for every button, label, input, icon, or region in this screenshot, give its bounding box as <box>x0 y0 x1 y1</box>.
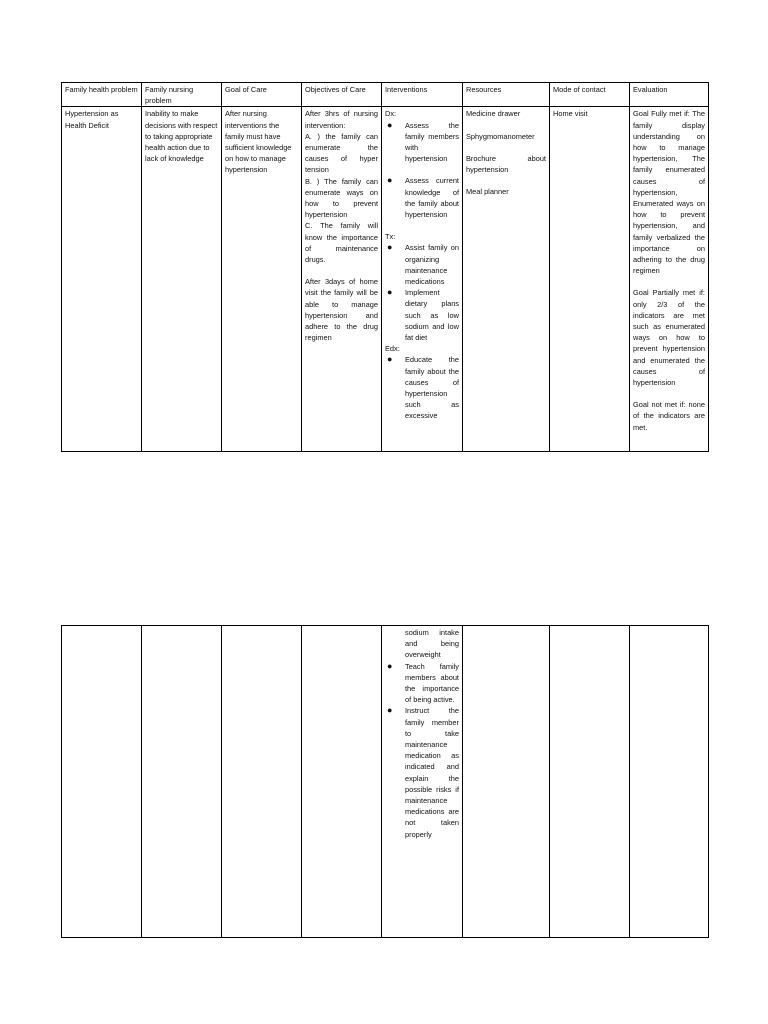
resource-item: Sphygmomanometer <box>466 131 535 141</box>
table-row <box>62 107 709 452</box>
cell-evaluation <box>630 107 709 452</box>
resource-item: Medicine drawer <box>466 109 521 119</box>
intervention-dx-2: Assess current knowledge of the family about hypertension <box>405 176 459 220</box>
header-evaluation: Evaluation <box>630 83 709 107</box>
header-row <box>62 83 709 107</box>
list-item <box>385 175 459 220</box>
resource-item: Meal planner <box>466 187 509 197</box>
cell-resources <box>463 107 550 452</box>
intervention-edx-1: Educate the family about the causes of hypertension such as excessive <box>405 355 459 421</box>
bullet-icon: ● <box>387 175 393 186</box>
list-item <box>385 705 459 839</box>
intervention-edx-1-continued: sodium intake and being overweight <box>405 628 459 660</box>
objective-c: C. The family will know the importance of maintenance drugs. <box>305 221 378 265</box>
cell-mode-of-contact: Home visit <box>550 107 630 452</box>
bullet-icon: ● <box>387 119 393 130</box>
cell-interventions <box>382 107 463 452</box>
cell-interventions <box>382 626 463 938</box>
header-mode-of-contact: Mode of contact <box>550 83 630 107</box>
family-care-plan-table-continued <box>61 625 709 938</box>
bullet-icon: ● <box>387 242 393 253</box>
header-interventions: Interventions <box>382 83 463 107</box>
cell-objectives <box>302 626 382 938</box>
cell-goal <box>222 626 302 938</box>
cell-mode-of-contact <box>550 626 630 938</box>
resource-item: Brochure about hypertension <box>466 153 546 175</box>
bullet-icon: ● <box>387 354 393 365</box>
list-item <box>385 242 459 287</box>
header-resources: Resources <box>463 83 550 107</box>
header-family-health-problem: Family health problem <box>62 83 142 107</box>
evaluation-fully-met: Goal Fully met if: The family display understanding on how to manage hypertension, The family enumerated causes of hypertension, Enumerated ways on how to prevent hypertension, and family verbalized the importance on adhering to the drug regimen <box>633 109 705 276</box>
list-item <box>385 661 459 706</box>
header-goal-of-care: Goal of Care <box>222 83 302 107</box>
cell-health-problem <box>62 626 142 938</box>
header-family-nursing-problem: Family nursing problem <box>142 83 222 107</box>
cell-goal: After nursing interventions the family must have sufficient knowledge on how to manage hypertension <box>222 107 302 452</box>
list-item <box>385 120 459 165</box>
bullet-icon: ● <box>387 287 393 298</box>
objective-a: A. ) the family can enumerate the causes of hyper tension <box>305 131 378 175</box>
cell-evaluation <box>630 626 709 938</box>
table-row <box>62 626 709 938</box>
objective-after-visit: After 3days of home visit the family will be able to manage hypertension and adhere to the drug regimen <box>305 277 378 343</box>
evaluation-not-met: Goal not met if: none of the indicators are met. <box>633 400 705 432</box>
cell-nursing-problem: Inability to make decisions with respect to taking appropriate health action due to lack of knowledge <box>142 107 222 452</box>
bullet-icon: ● <box>387 705 393 716</box>
cell-nursing-problem <box>142 626 222 938</box>
cell-health-problem: Hypertension as Health Deficit <box>62 107 142 452</box>
dx-label: Dx: <box>385 109 397 119</box>
header-objectives-of-care: Objectives of Care <box>302 83 382 107</box>
cell-resources <box>463 626 550 938</box>
objectives-intro: After 3hrs of nursing intervention: <box>305 109 378 130</box>
intervention-tx-1: Assist family on organizing maintenance medications <box>405 243 459 287</box>
tx-label: Tx: <box>385 232 396 242</box>
bullet-icon: ● <box>387 660 393 671</box>
family-care-plan-table <box>61 82 709 452</box>
intervention-tx-2: Implement dietary plans such as low sodium and low fat diet <box>405 288 459 343</box>
intervention-edx-3: Instruct the family member to take maintenance medication as indicated and explain the possible risks if maintenance medications are not taken properly <box>405 706 459 839</box>
evaluation-partially-met: Goal Partially met if: only 2/3 of the indicators are met such as enumerated ways on how to prevent hypertension and enumerated the causes of hypertension <box>633 288 705 388</box>
intervention-dx-1: Assess the family members with hypertension <box>405 120 459 164</box>
list-item <box>385 354 459 421</box>
edx-label: Edx: <box>385 344 400 354</box>
list-item <box>385 287 459 343</box>
intervention-edx-2: Teach family members about the importance of being active. <box>405 661 459 705</box>
cell-objectives <box>302 107 382 452</box>
objective-b: B. ) The family can enumerate ways on how to prevent hypertension <box>305 176 378 220</box>
